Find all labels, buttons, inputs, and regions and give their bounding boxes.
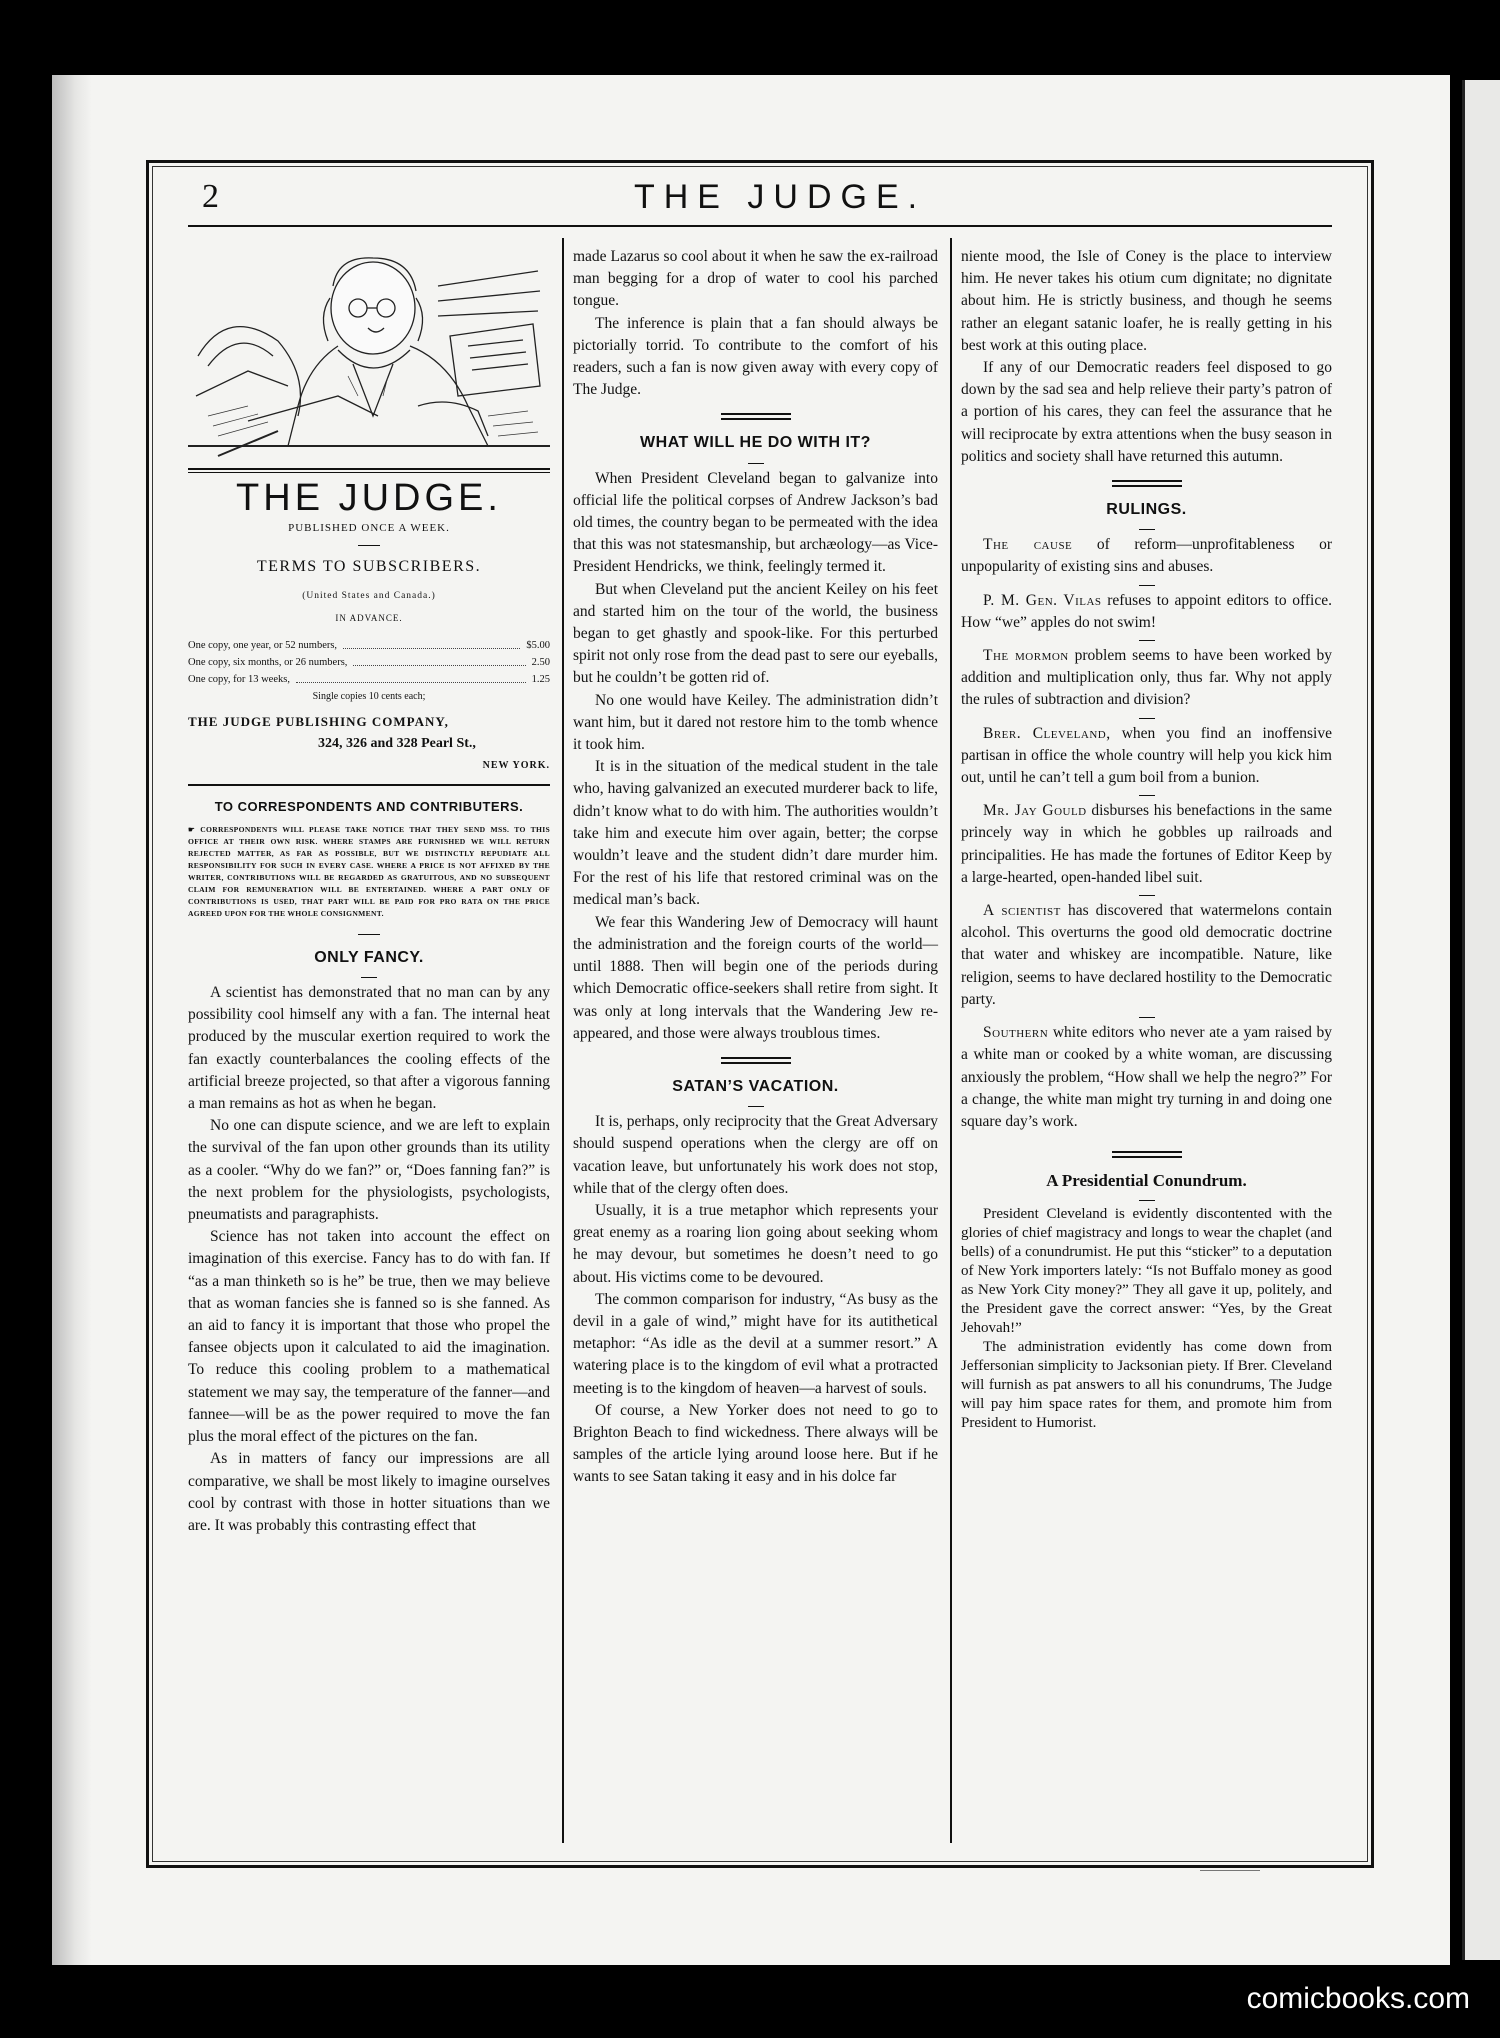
article-paragraph: As in matters of fancy our impressions are all comparative, we shall be most likely to imagine ourselves cool by contrast with those in hotter situations than we are. It was probably this contrasting effect that bbox=[188, 1450, 550, 1534]
article-paragraph: The common comparison for industry, “As busy as the devil in a gale of wind,” might have for its autithetical metaphor: “As idle as the devil at a summer resort.” A watering place is to the kingdom of evil what a protracted meeting is to the kingdom of heaven—a harvest of souls. bbox=[573, 1290, 938, 1397]
article-paragraph: If any of our Democratic readers feel disposed to go down by the sad sea and help relieve their party’s patron of a portion of his cares, they can feel the assurance that he will reciprocate by extra attentions when the busy season in politics and society shall have returned this autumn. bbox=[961, 359, 1332, 465]
ruling-lead: Mr. Jay Gould bbox=[983, 802, 1087, 820]
middle-column bbox=[573, 246, 938, 1489]
terms-region: (United States and Canada.) bbox=[302, 590, 436, 601]
ruling-text: disburses his benefactions in the same princely way in which he gobbles up railroads and principalities. He has made the fortunes of Editor Keep by a large-hearted, open-handed libel suit. bbox=[961, 802, 1332, 886]
article-paragraph: It is in the situation of the medical student in the tale who, having galvanized an executed murderer back to life, didn’t know what to do with him. The authorities wouldn’t take him and execute him over again, better; the corpse wouldn’t leave and the student didn’t dare murder him. For the rest of his life that restored criminal was on the medical man’s back. bbox=[573, 758, 938, 909]
rate-row bbox=[188, 654, 550, 671]
ruling-text: of reform—unprofitableness or unpopularity of existing sins and abuses. bbox=[961, 536, 1332, 576]
ruling-item bbox=[961, 590, 1332, 634]
subscription-rates bbox=[188, 637, 550, 705]
ruling-lead: The mormon bbox=[983, 647, 1069, 665]
article-title-satans-vacation: SATAN’S VACATION. bbox=[672, 1077, 839, 1095]
article-paragraph: When President Cleveland began to galvanize into official life the political corpses of Andrew Jackson’s bad old times, the country began to be permeated with the idea that this was not statesmanship, but archæology—as Vice-President Hendricks, we think, feelingly termed it. bbox=[573, 469, 938, 576]
article-paragraph: But when Cleveland put the ancient Keiley on his feet and started him on the tour of the world, the business began to get ghastly and spook-like. For this perturbed spirit not only rose from the dead past to sere our eyeballs, but he couldn’t be gotten rid of. bbox=[573, 580, 938, 687]
divider bbox=[1139, 718, 1155, 719]
section-divider bbox=[721, 1057, 791, 1064]
article-paragraph: A scientist has demonstrated that no man can by any possibility cool himself any with a fan. The internal heat produced by the muscular exertion required to work the fan exactly counterbalances the cooling effects of the artificial breeze projected, so that after a vigorous fanning a man remains as hot as when he began. bbox=[188, 984, 550, 1113]
column-rule-1 bbox=[562, 238, 564, 1843]
left-column bbox=[188, 246, 550, 1537]
article-paragraph: Of course, a New Yorker does not need to go to Brighton Beach to find wickedness. There always will be samples of the article lying around loose here. But if he wants to see Satan taking it easy and in his dolce far bbox=[573, 1401, 938, 1486]
article-paragraph: We fear this Wandering Jew of Democracy will haunt the administration and the foreign courts of the world—until 1888. Then will begin one of the periods during which Democratic office-seekers shall retire from sight. It was only at long intervals that the Wandering Jew re-appeared, and those were always troublous times. bbox=[573, 913, 938, 1042]
article-paragraph: niente mood, the Isle of Coney is the place to interview him. He never takes his otium cum dignitate; no dignitate about him. He is strictly business, and though he seems rather an elegant satanic loafer, he is really getting in his best work at this outing place. bbox=[961, 248, 1332, 354]
rate-price: $5.00 bbox=[526, 640, 550, 652]
divider bbox=[361, 977, 377, 978]
article-paragraph: No one would have Keiley. The administration didn’t want him, but it dared not restore him to the tomb whence it took him. bbox=[573, 691, 938, 754]
page-number: 2 bbox=[202, 178, 220, 215]
ruling-text: when you find an inoffensive partisan in office the whole country will help you kick him out, until he can’t tell a gum boil from a bunion. bbox=[961, 724, 1332, 787]
page-binding-shadow bbox=[52, 75, 92, 1965]
divider bbox=[748, 463, 764, 464]
rate-label: One copy, six months, or 26 numbers, bbox=[188, 657, 348, 669]
correspondents-notice: ☛ CORRESPONDENTS WILL PLEASE TAKE NOTICE THAT THEY SEND MSS. TO THIS OFFICE AT THEIR OWN RISK. WHERE STAMPS ARE FURNISHED WE WILL RETURN REJECTED MATTER, AS FAR AS POSSIBLE, BUT WE DISTINCTLY REPUDIATE ALL RESPONSIBILITY FOR SUCH IN EVERY CASE. WHERE A PRICE IS NOT AFFIXED BY THE WRITER, CONTRIBUTIONS WILL BE REGARDED AS GRATUITOUS, AND NO SUBSEQUENT CLAIM FOR REMUNERATION WILL BE ENTERTAINED. WHERE A PART ONLY OF CONTRIBUTIONS IS USED, THAT PART WILL BE PAID FOR PRO RATA ON THE PRICE AGREED UPON FOR THE WHOLE CONSIGNMENT. bbox=[188, 824, 550, 918]
section-title-rulings: RULINGS. bbox=[1106, 501, 1187, 519]
article-paragraph: It is, perhaps, only reciprocity that the Great Adversary should suspend operations when the clergy are off on vacation leave, but unfortunately his work does not stop, while that of the clergy often does. bbox=[573, 1113, 938, 1197]
rate-row bbox=[188, 671, 550, 688]
next-page-edge bbox=[1462, 80, 1500, 1960]
judge-cartoon-illustration bbox=[188, 246, 550, 464]
title-rule bbox=[188, 468, 550, 473]
divider bbox=[748, 1106, 764, 1107]
ruling-item bbox=[961, 900, 1332, 1011]
header-rule bbox=[188, 225, 1332, 227]
article-paragraph: No one can dispute science, and we are left to explain the survival of the fan upon other grounds than its utility as a cooler. “Why do we fan?” or, “Does fanning fan?” is the next problem for the physiologists, psychologists, pneumatists and paragraphists. bbox=[188, 1117, 550, 1224]
divider bbox=[1139, 895, 1155, 896]
single-copy-price: Single copies 10 cents each; bbox=[312, 691, 426, 703]
ruling-text: has discovered that watermelons contain alcohol. This overturns the good old democratic doctrine that water and whiskey are incompatible. Nature, like religion, seems to have declared hostility to the Democratic party. bbox=[961, 902, 1332, 1008]
divider bbox=[358, 545, 380, 546]
divider bbox=[1139, 795, 1155, 796]
ruling-lead: P. M. Gen. Vilas bbox=[983, 591, 1102, 609]
article-paragraph: Science has not taken into account the effect on imagination of this exercise. Fancy has to do with fan. If “as a man thinketh so is he” be true, then we may believe that as woman fancies she is fanned so is she fanned. As an aid to fancy it is important that those who propel the fansee objects upon it calculated to aid the imagination. To reduce this cooling problem to a mathematical statement we may say, the temperature of the fanner—and fannee—will be as the power required to move the fan plus the moral effect of the pictures on the fan. bbox=[188, 1228, 550, 1446]
ruling-lead: The cause bbox=[983, 536, 1073, 554]
publication-title: THE JUDGE. bbox=[236, 477, 502, 519]
rate-price: 1.25 bbox=[531, 674, 550, 686]
terms-title: TERMS TO SUBSCRIBERS. bbox=[256, 558, 482, 576]
ruling-lead: Southern bbox=[983, 1024, 1049, 1042]
section-divider bbox=[721, 413, 791, 420]
ruling-item bbox=[961, 534, 1332, 578]
divider bbox=[358, 934, 380, 935]
ruling-text: problem seems to have been worked by addition and multiplication only, thus far. Why not apply the rules of subtraction and division? bbox=[961, 647, 1332, 709]
masthead-title: THE JUDGE. bbox=[633, 178, 927, 216]
divider bbox=[1139, 585, 1155, 586]
terms-advance: IN ADVANCE. bbox=[335, 612, 403, 623]
rate-row bbox=[188, 637, 550, 654]
ruling-item bbox=[961, 723, 1332, 790]
notice-title: TO CORRESPONDENTS AND CONTRIBUTERS. bbox=[188, 784, 550, 818]
article-paragraph: made Lazarus so cool about it when he saw the ex-railroad man begging for a drop of water to cool his parched tongue. bbox=[573, 248, 938, 310]
article-title-only-fancy: ONLY FANCY. bbox=[314, 948, 424, 966]
footer-mark bbox=[1200, 1870, 1260, 1871]
publication-frequency: PUBLISHED ONCE A WEEK. bbox=[288, 522, 450, 535]
rate-label: One copy, one year, or 52 numbers, bbox=[188, 640, 338, 652]
publisher-address: 324, 326 and 328 Pearl St., bbox=[318, 736, 476, 752]
article-title-presidential-conundrum: A Presidential Conundrum. bbox=[1046, 1171, 1247, 1191]
article-paragraph: Usually, it is a true metaphor which represents your great enemy as a roaring lion going about seeking whom he may devour, but sometimes he doesn’t need to go about. His victims come to be devoured. bbox=[573, 1201, 938, 1286]
right-column bbox=[961, 246, 1332, 1433]
ruling-item bbox=[961, 1022, 1332, 1133]
ruling-text: white editors who never ate a yam raised by a white man or cooked by a white woman, are discussing anxiously the problem, “How shall we help the negro?” For a change, the white man might try turning in and doing one square day’s work. bbox=[961, 1024, 1332, 1130]
rate-price: 2.50 bbox=[531, 657, 550, 669]
rate-label: One copy, for 13 weeks, bbox=[188, 674, 290, 686]
ruling-item bbox=[961, 645, 1332, 712]
watermark: comicbooks.com bbox=[1246, 1982, 1470, 2015]
publisher-city: NEW YORK. bbox=[482, 760, 550, 772]
ruling-lead: Brer. Cleveland, bbox=[983, 724, 1111, 742]
divider bbox=[1139, 1017, 1155, 1018]
article-paragraph: The administration evidently has come down from Jeffersonian simplicity to Jacksonian piety. If Brer. Cleveland will furnish as pat answers to all his conundrums, The Judge will pay him space rates for them, and promote him from President to Humorist. bbox=[961, 1339, 1332, 1432]
ruling-lead: A scientist bbox=[983, 902, 1061, 920]
article-title-what-will-he-do: WHAT WILL HE DO WITH IT? bbox=[640, 434, 871, 452]
divider bbox=[1139, 529, 1155, 530]
divider bbox=[1139, 1200, 1155, 1201]
ruling-text: refuses to appoint editors to office. How “we” apples do not swim! bbox=[961, 591, 1332, 631]
scan-top-border bbox=[0, 0, 1500, 70]
ruling-item bbox=[961, 800, 1332, 889]
article-paragraph: President Cleveland is evidently discontented with the glories of chief magistracy and longs to wear the chaplet (and bells) of a conundrumist. He put this “sticker” to a deputation of New York importers lately: “Is not Buffalo money as good as New York City money?” They all gave it up, politely, and the President gave the correct answer: “Yes, by the Great Jehovah!” bbox=[961, 1206, 1332, 1337]
section-divider bbox=[1112, 1151, 1182, 1158]
publisher-name: THE JUDGE PUBLISHING COMPANY, bbox=[188, 714, 449, 730]
column-rule-2 bbox=[950, 238, 952, 1843]
divider bbox=[1139, 640, 1155, 641]
section-divider bbox=[1112, 480, 1182, 487]
article-paragraph: The inference is plain that a fan should always be pictorially torrid. To contribute to the comfort of his readers, such a fan is now given away with every copy of The Judge. bbox=[573, 314, 938, 399]
